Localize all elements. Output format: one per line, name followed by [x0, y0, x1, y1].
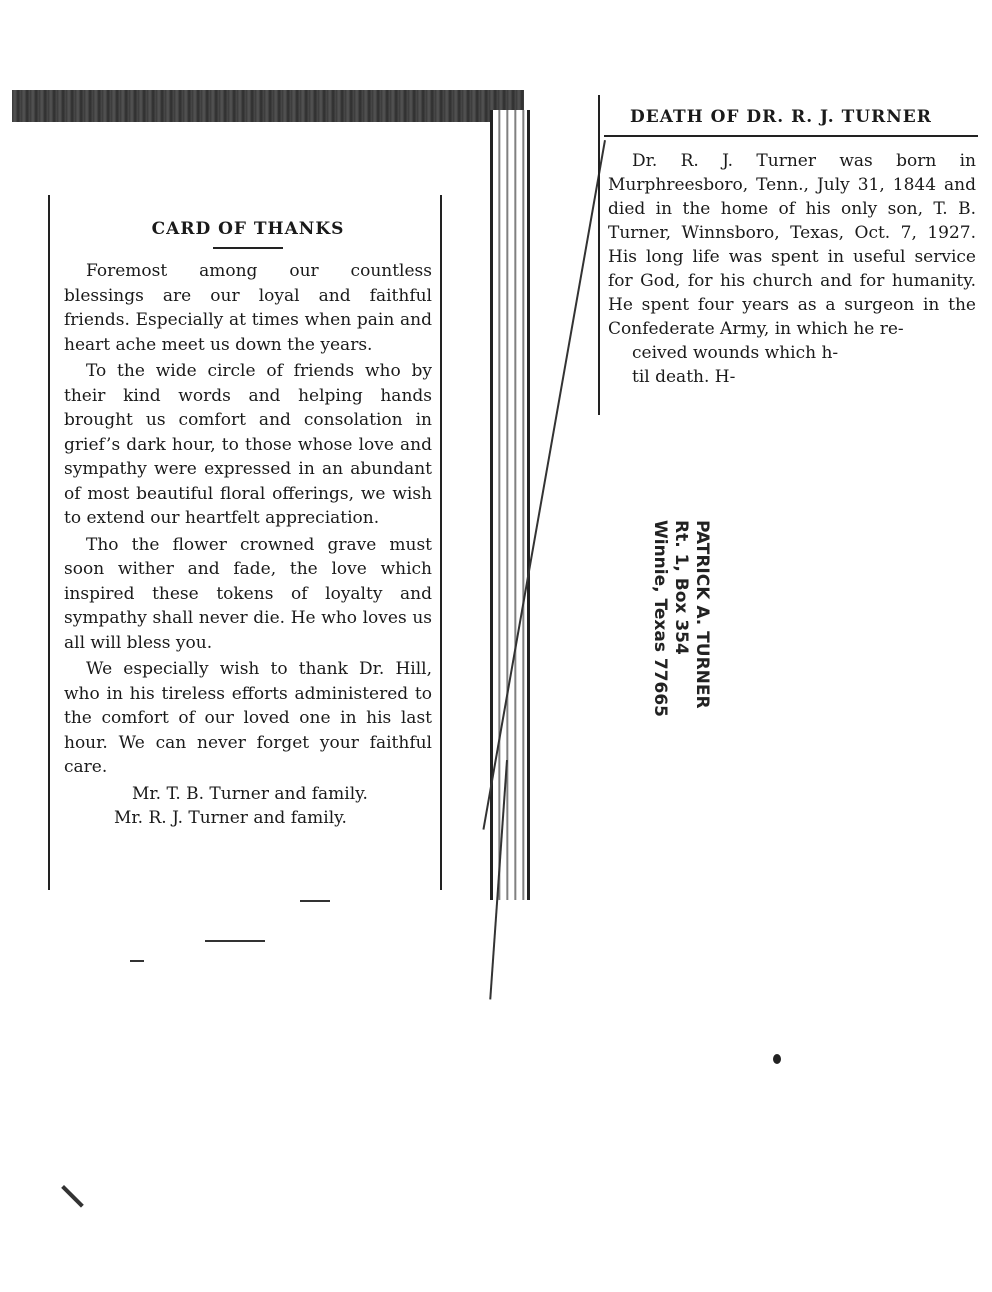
scan-mark — [130, 960, 144, 962]
scan-shadow-bar — [12, 90, 524, 122]
card-of-thanks-clipping — [48, 195, 442, 890]
card-paragraph-2: To the wide circle of friends who by their kind words and helping hands brought us comfort and consolation in grief’s dark hour, to those whose love and sympathy were expressed in an abundant of most beautiful floral offerings, we wish to extend our heartfelt appreciation. — [64, 361, 432, 528]
stamp-line-city: Winnie, Texas 77665 — [650, 520, 670, 718]
scan-mark — [300, 900, 330, 902]
stamp-line-route: Rt. 1, Box 354 — [671, 520, 691, 655]
obituary-rule — [604, 135, 978, 137]
card-paragraph-3: Tho the flower crowned grave must soon wither and fade, the love which inspired these tokens of loyalty and sympathy shall never die. He who loves us all will bless you. — [64, 534, 432, 653]
obituary-fragment-1: ceived wounds which h- — [632, 343, 839, 363]
address-stamp — [649, 520, 712, 717]
obituary-body — [608, 149, 976, 389]
card-paragraph-4: We especially wish to thank Dr. Hill, who in his tireless efforts administered to the comfort of our loved one in his last hour. We can never forget your faithful care. — [64, 659, 432, 777]
scan-mark — [205, 940, 265, 942]
signature-tb-turner: Mr. T. B. Turner and family. — [132, 783, 368, 804]
page-edge-shadow — [490, 110, 530, 900]
scan-mark — [61, 1185, 84, 1208]
card-heading: CARD OF THANKS — [151, 219, 345, 239]
scan-smudge — [773, 1054, 781, 1064]
signature-rj-turner: Mr. R. J. Turner and family. — [114, 808, 347, 828]
obituary-clipping — [598, 95, 978, 415]
obituary-fragment-2: til death. H- — [632, 367, 736, 387]
card-paragraph-1: Foremost among our countless blessings are our loyal and faithful friends. Especially at times when pain and heart ache meet us down the years. — [64, 261, 432, 355]
obituary-text: Dr. R. J. Turner was born in Murphreesboro, Tenn., July 31, 1844 and died in the home of his only son, T. B. Turner, Winnsboro, Texas, Oct. 7, 1927. His long life was spent in useful service for God, for his church and for humanity. He spent four years as a surgeon in the Confederate Army, in which he re- — [608, 151, 976, 339]
stamp-line-name: PATRICK A. TURNER — [692, 520, 712, 709]
heading-rule — [213, 247, 283, 249]
obituary-heading: DEATH OF DR. R. J. TURNER — [630, 107, 932, 127]
